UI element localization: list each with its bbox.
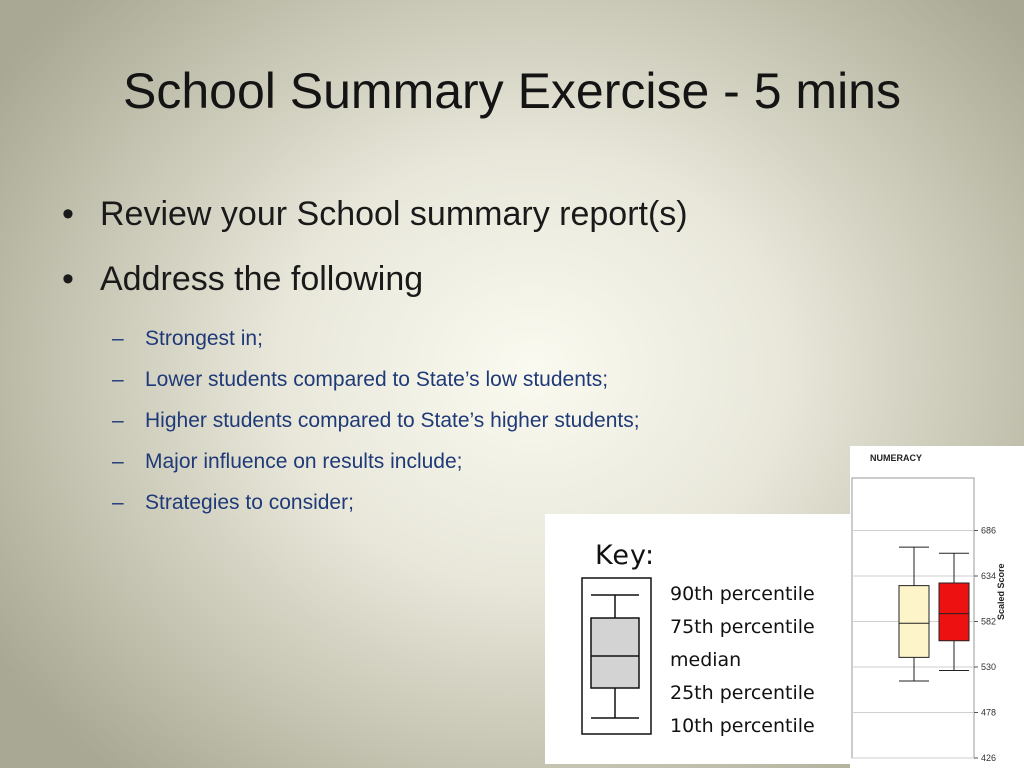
sub-bullet-item — [60, 318, 820, 359]
box-iqr — [939, 583, 969, 641]
sub-bullet-text: Higher students compared to State’s higher students; — [145, 409, 640, 432]
slide-title: School Summary Exercise - 5 mins — [122, 63, 901, 119]
y-axis-label: Scaled Score — [996, 563, 1006, 620]
boxplot-key-legend — [545, 514, 850, 764]
bullet-text: Review your School summary report(s) — [100, 195, 688, 233]
y-tick-label: 426 — [981, 753, 997, 763]
key-box — [591, 618, 639, 688]
sub-bullet-text: Major influence on results include; — [145, 450, 463, 473]
dash-symbol: – — [112, 491, 124, 514]
chart-title: NUMERACY — [870, 453, 923, 463]
key-label-p10: 10th percentile — [670, 715, 815, 737]
sub-bullet-item — [60, 441, 820, 482]
bullet-item — [60, 188, 820, 240]
box-iqr — [899, 586, 929, 658]
key-title: Key: — [595, 540, 656, 571]
key-label-p75: 75th percentile — [670, 616, 815, 638]
y-tick-label: 686 — [981, 525, 997, 536]
dash-symbol: – — [112, 327, 124, 350]
key-label-p90: 90th percentile — [670, 583, 815, 605]
sub-bullet-list — [60, 318, 820, 523]
bullet-list — [60, 188, 820, 523]
dash-symbol: – — [112, 368, 124, 391]
y-tick-label: 530 — [981, 662, 997, 672]
y-tick-label: 582 — [981, 616, 997, 627]
y-tick-label: 634 — [981, 571, 997, 581]
dash-symbol: – — [112, 409, 124, 432]
bullet-symbol: • — [62, 260, 74, 298]
sub-bullet-item — [60, 359, 820, 400]
bullet-symbol: • — [62, 195, 74, 233]
bullet-item — [60, 253, 820, 305]
key-label-median: median — [670, 649, 742, 671]
bullet-text: Address the following — [100, 260, 424, 298]
sub-bullet-text: Strongest in; — [145, 327, 263, 350]
sub-bullet-text: Lower students compared to State’s low students; — [145, 368, 609, 391]
y-tick-label: 478 — [981, 707, 997, 718]
dash-symbol: – — [112, 450, 124, 473]
sub-bullet-item — [60, 400, 820, 441]
numeracy-chart — [850, 446, 1024, 768]
sub-bullet-text: Strategies to consider; — [145, 491, 354, 514]
key-label-p25: 25th percentile — [670, 682, 815, 704]
